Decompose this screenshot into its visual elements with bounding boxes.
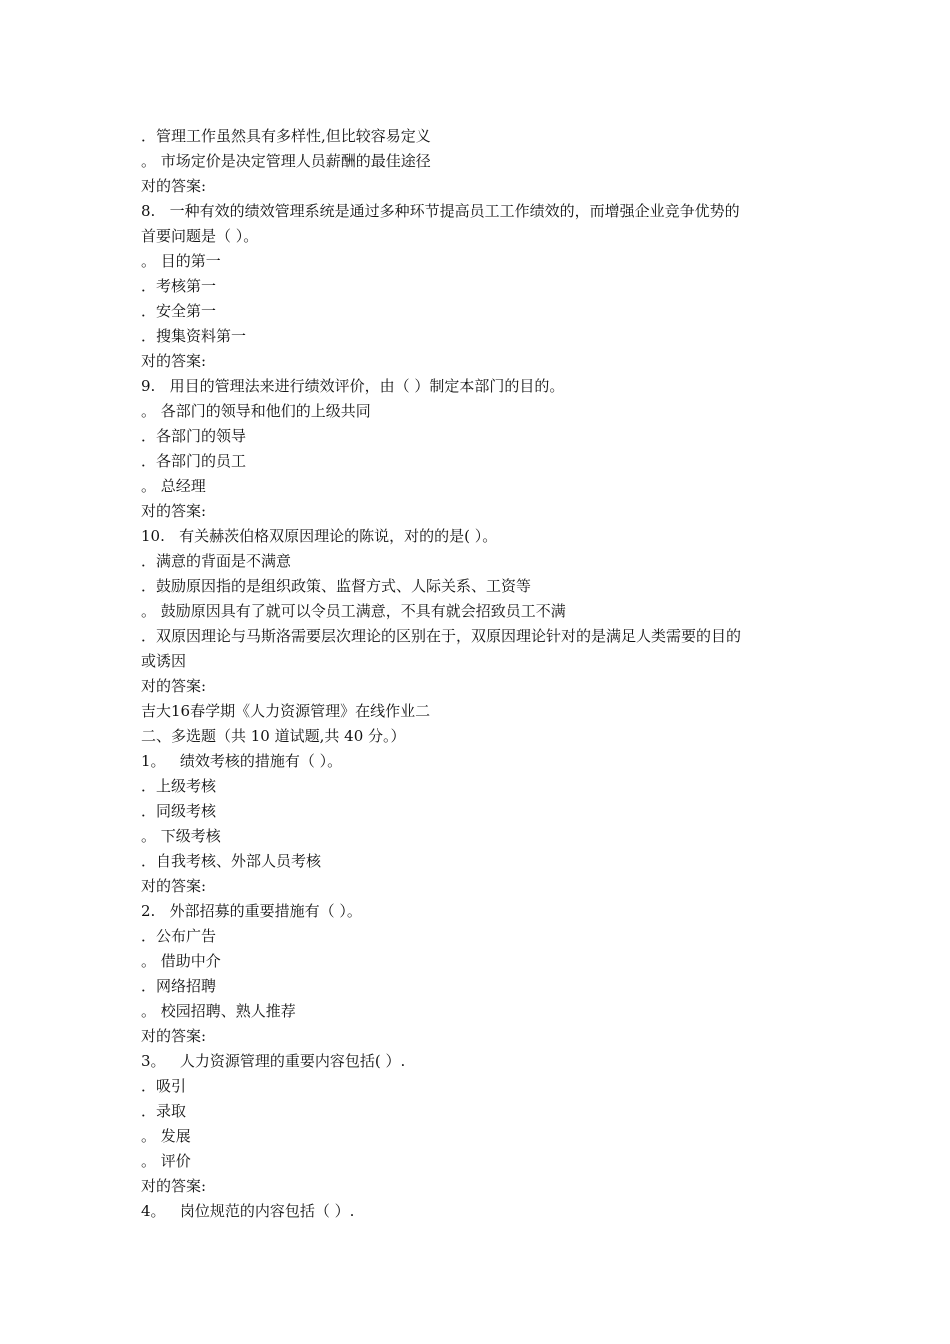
option-line: ．鼓励原因指的是组织政策、监督方式、人际关系、工资等 (141, 577, 532, 595)
answer-label: 对的答案: (141, 352, 207, 370)
option-line: ．搜集资料第一 (141, 327, 247, 345)
question-1: 1。 绩效考核的措施有（ ）。 (141, 752, 343, 770)
option-line: 。 下级考核 (141, 827, 221, 845)
option-line: 。 总经理 (141, 477, 206, 495)
option-line-continued: 或诱因 (141, 652, 187, 670)
answer-label: 对的答案: (141, 1177, 207, 1195)
option-line: ．网络招聘 (141, 977, 217, 995)
question-8: 8. 一种有效的绩效管理系统是通过多种环节提高员工工作绩效的，而增强企业竞争优势的 (141, 202, 740, 220)
question-9: 9. 用目的管理法来进行绩效评价，由（ ）制定本部门的目的。 (141, 377, 565, 395)
answer-label: 对的答案: (141, 877, 207, 895)
option-line: ．满意的背面是不满意 (141, 552, 292, 570)
option-line: ．各部门的领导 (141, 427, 247, 445)
option-line: ．同级考核 (141, 802, 217, 820)
option-line: ．管理工作虽然具有多样性,但比较容易定义 (141, 127, 431, 145)
question-3: 3。 人力资源管理的重要内容包括( ）. (141, 1052, 406, 1070)
answer-label: 对的答案: (141, 677, 207, 695)
assignment-title: 吉大16春学期《人力资源管理》在线作业二 (141, 702, 431, 720)
option-line: 。 鼓励原因具有了就可以令员工满意，不具有就会招致员工不满 (141, 602, 566, 620)
option-line: ．吸引 (141, 1077, 187, 1095)
option-line: ．安全第一 (141, 302, 217, 320)
option-line: ．考核第一 (141, 277, 217, 295)
answer-label: 对的答案: (141, 1027, 207, 1045)
question-8-continued: 首要问题是（ ）。 (141, 227, 259, 245)
option-line: ．自我考核、外部人员考核 (141, 852, 322, 870)
answer-label: 对的答案: (141, 177, 207, 195)
option-line: 。 各部门的领导和他们的上级共同 (141, 402, 371, 420)
question-2: 2. 外部招募的重要措施有（ ）。 (141, 902, 362, 920)
document-body (141, 124, 821, 1224)
answer-label: 对的答案: (141, 502, 207, 520)
section-heading: 二、多选题（共 10 道试题,共 40 分。） (141, 727, 406, 745)
option-line: 。 目的第一 (141, 252, 221, 270)
option-line: ．双原因理论与马斯洛需要层次理论的区别在于，双原因理论针对的是满足人类需要的目的 (141, 627, 742, 645)
option-line: 。 发展 (141, 1127, 191, 1145)
option-line: ．上级考核 (141, 777, 217, 795)
option-line: 。 市场定价是决定管理人员薪酬的最佳途径 (141, 152, 431, 170)
option-line: 。 校园招聘、熟人推荐 (141, 1002, 296, 1020)
question-10: 10. 有关赫茨伯格双原因理论的陈说，对的的是( ）。 (141, 527, 498, 545)
option-line: 。 评价 (141, 1152, 191, 1170)
option-line: 。 借助中介 (141, 952, 221, 970)
option-line: ．公布广告 (141, 927, 217, 945)
question-4: 4。 岗位规范的内容包括（ ）. (141, 1202, 355, 1220)
option-line: ．录取 (141, 1102, 187, 1120)
option-line: ．各部门的员工 (141, 452, 247, 470)
